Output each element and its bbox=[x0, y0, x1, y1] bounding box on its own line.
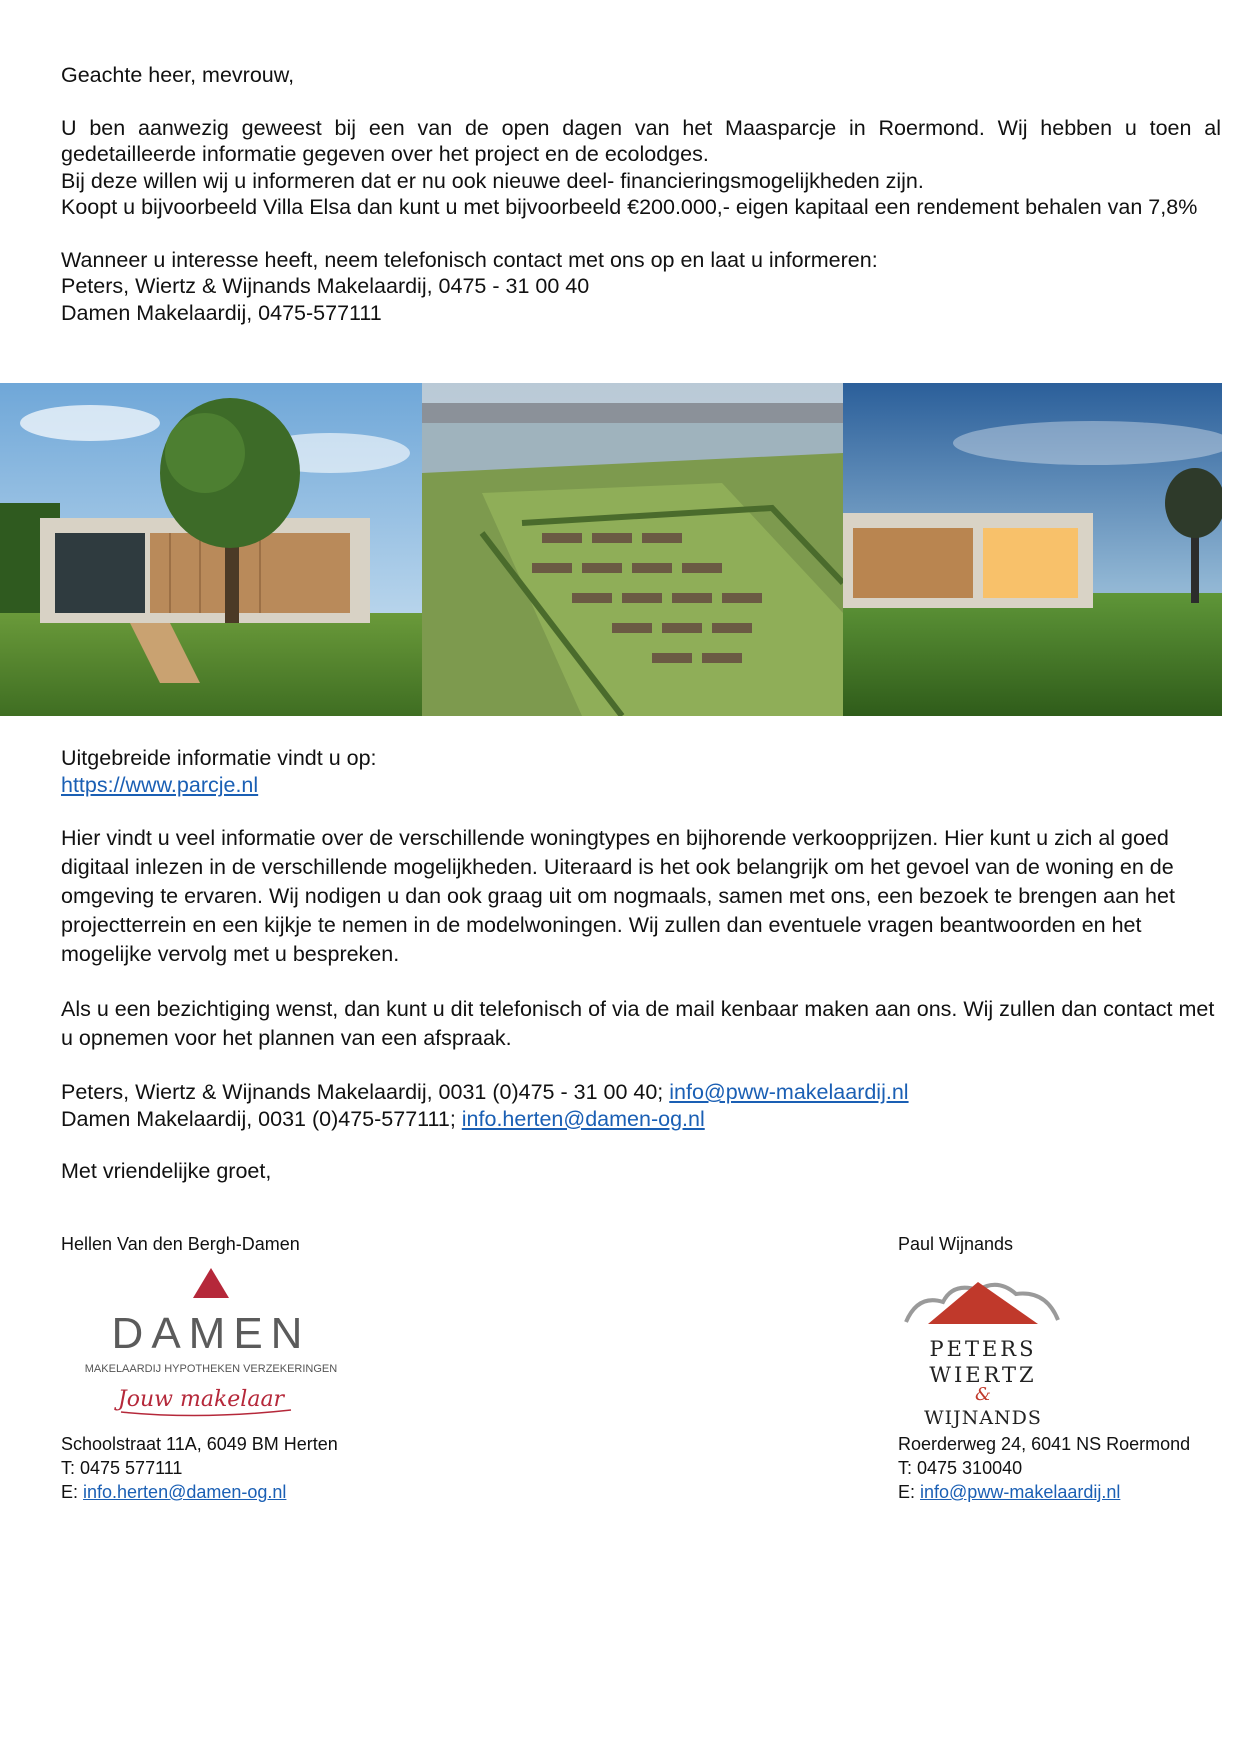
pww-email-prefix: E: bbox=[898, 1482, 921, 1502]
contact-intro: Wanneer u interesse heeft, neem telefonisch contact met ons op en laat u informeren: bbox=[61, 247, 878, 272]
damen-logo-tagline: MAKELAARDIJ HYPOTHEKEN VERZEKERINGEN bbox=[84, 1363, 338, 1375]
pww-address: Roerderweg 24, 6041 NS Roermond bbox=[898, 1434, 1191, 1454]
aerial-park-photo bbox=[422, 383, 843, 716]
closing: Met vriendelijke groet, bbox=[61, 1159, 272, 1183]
pww-logo-line-1: PETERS bbox=[929, 1337, 1037, 1361]
contact-damen-full bbox=[61, 1106, 1221, 1133]
damen-email-prefix: E: bbox=[61, 1482, 84, 1502]
address-pww bbox=[898, 1432, 1190, 1504]
intro-paragraph-3: Koopt u bijvoorbeeld Villa Elsa dan kunt u met bijvoorbeeld €200.000,- eigen kapitaal een rendement behalen van 7,8% bbox=[61, 195, 1198, 219]
address-damen bbox=[61, 1432, 338, 1504]
damen-address: Schoolstraat 11A, 6049 BM Herten bbox=[61, 1434, 338, 1454]
signatory-name-right: Paul Wijnands bbox=[898, 1234, 1014, 1254]
damen-logo-word: DAMEN bbox=[111, 1309, 311, 1358]
intro-paragraph-1: U ben aanwezig geweest bij een van de open dagen van het Maasparcje in Roermond. Wij hebben u toen al gedetailleerde informatie gegeven over het project en de ecolodges. bbox=[61, 115, 1221, 166]
pww-phone: T: 0475 310040 bbox=[898, 1458, 1023, 1478]
damen-email-link[interactable]: info.herten@damen-og.nl bbox=[461, 1106, 705, 1131]
pww-logo-line-2: WIERTZ bbox=[929, 1363, 1037, 1387]
ecolodge-photo-left bbox=[0, 383, 422, 716]
signature-damen bbox=[61, 1232, 501, 1432]
contact-pww-full bbox=[61, 1079, 1221, 1106]
damen-triangle-icon bbox=[193, 1268, 229, 1298]
damen-signature-email-link[interactable]: info.herten@damen-og.nl bbox=[83, 1482, 287, 1502]
info-label: Uitgebreide informatie vindt u op: bbox=[61, 746, 377, 770]
signatory-name-left: Hellen Van den Bergh-Damen bbox=[61, 1234, 300, 1254]
pww-logo-line-4: WIJNANDS bbox=[924, 1407, 1042, 1429]
parcje-website-link[interactable]: https://www.parcje.nl bbox=[61, 772, 259, 797]
pww-email-link[interactable]: info@pww-makelaardij.nl bbox=[669, 1080, 909, 1104]
contact-damen-text: Damen Makelaardij, 0031 (0)475-577111; bbox=[61, 1106, 462, 1131]
signature-pww bbox=[898, 1232, 1228, 1434]
contact-pww: Peters, Wiertz & Wijnands Makelaardij, 0475 - 31 00 40 bbox=[61, 274, 590, 298]
pww-signature-email-link[interactable]: info@pww-makelaardij.nl bbox=[920, 1482, 1121, 1502]
contact-pww-text: Peters, Wiertz & Wijnands Makelaardij, 0031 (0)475 - 31 00 40; bbox=[61, 1080, 670, 1104]
body-paragraph: Hier vindt u veel informatie over de verschillende woningtypes en bijhorende verkoopprijzen. Hier kunt u zich al goed digitaal inlezen in de verschillende mogelijkheden. Uiteraard is het ook belangrijk om het gevoel van de woning en de omgeving te ervaren. Wij nodigen u dan ook graag uit om nogmaals, samen met ons, een bezoek te brengen aan het projectterrein en een kijkje te nemen in de modelwoningen. Wij zullen dan eventuele vragen beantwoorden en het mogelijke vervolg met u bespreken. bbox=[61, 826, 1175, 966]
viewing-paragraph: Als u een bezichtiging wenst, dan kunt u dit telefonisch of via de mail kenbaar maken aan ons. Wij zullen dan contact met u opnemen voor het plannen van een afspraak. bbox=[61, 997, 1215, 1050]
damen-logo bbox=[61, 1262, 401, 1432]
ecolodge-photo-right bbox=[843, 383, 1222, 716]
damen-phone: T: 0475 577111 bbox=[61, 1458, 183, 1478]
letter-body bbox=[61, 745, 1221, 1185]
pww-logo bbox=[898, 1264, 1068, 1434]
intro-paragraph-2: Bij deze willen wij u informeren dat er nu ook nieuwe deel- financieringsmogelijkheden zijn. bbox=[61, 168, 924, 193]
photo-banner bbox=[0, 383, 1222, 716]
pww-logo-line-3: & bbox=[974, 1384, 992, 1405]
damen-logo-script: Jouw makelaar bbox=[117, 1387, 285, 1412]
letter-top bbox=[61, 62, 1221, 326]
salutation: Geachte heer, mevrouw, bbox=[61, 63, 295, 87]
contact-damen: Damen Makelaardij, 0475-577111 bbox=[61, 300, 382, 325]
